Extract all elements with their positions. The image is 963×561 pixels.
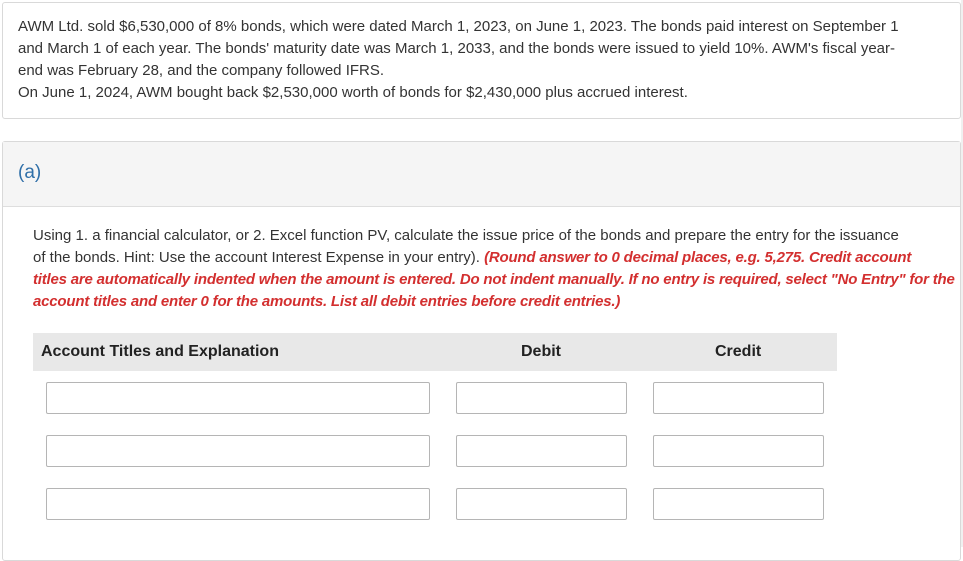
journal-entry-table <box>33 333 837 530</box>
instructions <box>33 225 955 313</box>
part-label: (a) <box>18 162 42 183</box>
header-credit: Credit <box>715 343 762 360</box>
problem-line: and March 1 of each year. The bonds' maturity date was March 1, 2033, and the bonds were issued to yield 10%. AWM's fiscal year- <box>18 40 896 57</box>
table-row <box>33 371 837 424</box>
header-account-titles: Account Titles and Explanation <box>41 343 279 360</box>
part-header <box>3 142 960 207</box>
instruction-text: of the bonds. Hint: Use the account Interest Expense in your entry). <box>33 249 485 266</box>
problem-line: On June 1, 2024, AWM bought back $2,530,000 worth of bonds for $2,430,000 plus accrued interest. <box>18 84 688 101</box>
instruction-emphasis: (Round answer to 0 decimal places, e.g. 5,275. Credit account <box>484 249 912 266</box>
table-row <box>33 477 837 530</box>
instruction-line: Using 1. a financial calculator, or 2. Excel function PV, calculate the issue price of the bonds and prepare the entry for the issuance <box>33 227 899 244</box>
table-header <box>33 333 837 371</box>
problem-line: AWM Ltd. sold $6,530,000 of 8% bonds, which were dated March 1, 2023, on June 1, 2023. The bonds paid interest on September 1 <box>18 18 899 35</box>
problem-statement <box>2 2 961 119</box>
instruction-line <box>33 247 938 269</box>
header-debit: Debit <box>521 343 561 360</box>
credit-amount-input[interactable] <box>653 435 824 467</box>
debit-amount-input[interactable] <box>456 435 627 467</box>
credit-amount-input[interactable] <box>653 382 824 414</box>
account-title-input[interactable] <box>46 382 430 414</box>
account-title-input[interactable] <box>46 488 430 520</box>
credit-amount-input[interactable] <box>653 488 824 520</box>
table-row <box>33 424 837 477</box>
debit-amount-input[interactable] <box>456 488 627 520</box>
part-a-card <box>2 141 961 561</box>
debit-amount-input[interactable] <box>456 382 627 414</box>
problem-line: end was February 28, and the company followed IFRS. <box>18 62 385 79</box>
instruction-emphasis: titles are automatically indented when the amount is entered. Do not indent manually. If no entry is required, select "No Entry" for the <box>33 271 955 288</box>
instruction-emphasis: account titles and enter 0 for the amounts. List all debit entries before credit entries.) <box>33 293 621 310</box>
account-title-input[interactable] <box>46 435 430 467</box>
